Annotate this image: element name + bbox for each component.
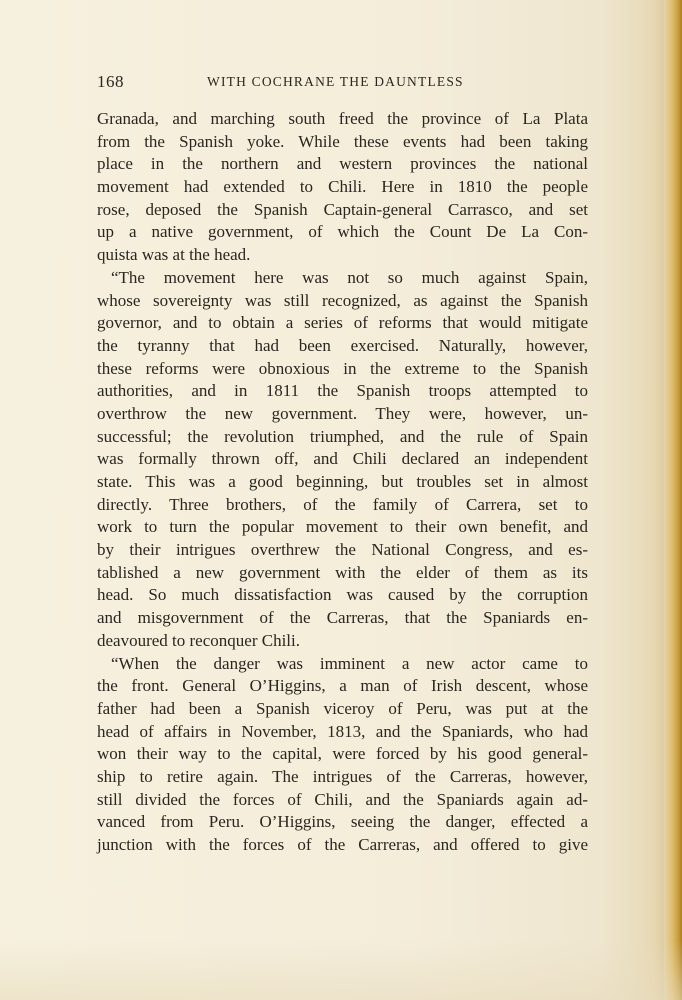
text-line: whose sovereignty was still recognized, as against the Spanish [97, 290, 588, 310]
text-line: “When the danger was imminent a new actor came to [111, 653, 588, 673]
page-header [97, 72, 588, 92]
text-line: by their intrigues overthrew the National Congress, and es- [97, 540, 588, 560]
text-line: head of affairs in November, 1813, and the Spaniards, who had [97, 721, 588, 741]
text-line: overthrow the new government. They were, however, un- [97, 403, 588, 423]
text-line: the tyranny that had been exercised. Naturally, however, [97, 335, 588, 355]
text-line: still divided the forces of Chili, and the Spaniards again ad- [97, 789, 588, 809]
text-line: movement had extended to Chili. Here in 1810 the people [97, 177, 588, 197]
page-bottom-shading [0, 940, 682, 1000]
page-gutter-shadow [654, 0, 664, 1000]
text-line: directly. Three brothers, of the family of Carrera, set to [97, 494, 588, 514]
text-line: place in the northern and western provinces the national [97, 154, 588, 174]
text-line: junction with the forces of the Carreras, and offered to give [97, 835, 588, 854]
text-line: tablished a new government with the elder of them as its [97, 562, 588, 582]
text-line: Granada, and marching south freed the province of La Plata [97, 109, 588, 128]
text-line: “The movement here was not so much against Spain, [111, 267, 588, 287]
body-text [97, 108, 588, 857]
running-head: WITH COCHRANE THE DAUNTLESS [207, 74, 464, 89]
text-line: head. So much dissatisfaction was caused by the corruption [97, 585, 588, 605]
text-line: rose, deposed the Spanish Captain-general Carrasco, and set [97, 199, 588, 219]
text-line: and misgovernment of the Carreras, that the Spaniards en- [97, 608, 588, 628]
text-line: the front. General O’Higgins, a man of Irish descent, whose [97, 676, 588, 696]
page-edge [664, 0, 682, 1000]
text-line: up a native government, of which the Count De La Con- [97, 222, 588, 242]
text-line: from the Spanish yoke. While these events had been taking [97, 131, 588, 151]
text-line: these reforms were obnoxious in the extreme to the Spanish [97, 358, 588, 378]
text-line: father had been a Spanish viceroy of Peru, was put at the [97, 698, 588, 718]
text-line: successful; the revolution triumphed, and the rule of Spain [97, 426, 588, 446]
text-line: won their way to the capital, were forced by his good general- [97, 744, 588, 764]
text-line: vanced from Peru. O’Higgins, seeing the danger, effected a [97, 812, 588, 832]
text-line: deavoured to reconquer Chili. [97, 630, 300, 650]
text-line: authorities, and in 1811 the Spanish troops attempted to [97, 381, 588, 401]
text-line: work to turn the popular movement to their own benefit, and [97, 517, 588, 537]
page-number: 168 [97, 72, 124, 91]
text-line: quista was at the head. [97, 245, 251, 265]
text-line: governor, and to obtain a series of reforms that would mitigate [97, 313, 588, 333]
text-line: state. This was a good beginning, but troubles set in almost [97, 472, 588, 491]
text-line: was formally thrown off, and Chili declared an independent [97, 449, 588, 469]
text-line: ship to retire again. The intrigues of the Carreras, however, [97, 766, 588, 786]
